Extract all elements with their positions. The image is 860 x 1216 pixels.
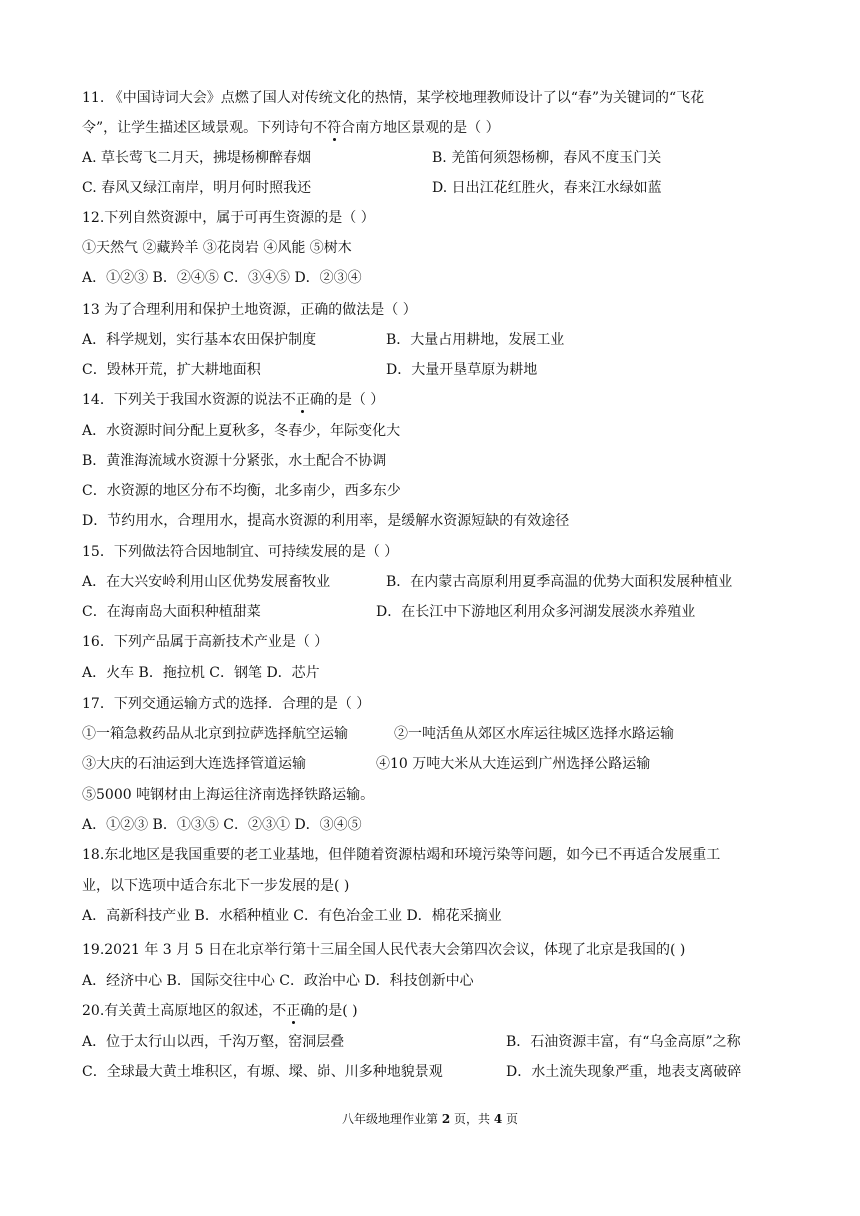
q11-stem-line1: 11. 《中国诗词大会》点燃了国人对传统文化的热情，某学校地理教师设计了以“春”为关键词的“飞花 — [82, 90, 705, 106]
q13-option-c: C．毁林开荒，扩大耕地面积 — [82, 362, 261, 378]
q17-stem: 17．下列交通运输方式的选择．合理的是（ ） — [82, 696, 371, 712]
q13-option-a: A．科学规划，实行基本农田保护制度 — [82, 332, 317, 348]
q12-items: ①天然气 ②藏羚羊 ③花岗岩 ④风能 ⑤树木 — [82, 240, 352, 256]
q17-item-5: ⑤5000 吨钢材由上海运往济南选择铁路运输。 — [82, 787, 375, 803]
q19-stem: 19.2021 年 3 月 5 日在北京举行第十三届全国人民代表大会第四次会议，体现了北京是我国的( ) — [82, 942, 686, 958]
q20-option-d: D．水土流失现象严重，地表支离破碎 — [506, 1064, 742, 1080]
emphasis-dots: 不正确 — [281, 392, 324, 408]
q11-option-a: A. 草长莺飞二月天，拂堤杨柳醉春烟 — [82, 150, 312, 166]
q20-option-c: C．全球最大黄土堆积区，有塬、墚、峁、川多种地貌景观 — [82, 1064, 443, 1080]
q12-options: A．①②③ B．②④⑤ C．③④⑤ D．②③④ — [82, 270, 362, 286]
q18-stem-line2: 业，以下选项中适合东北下一步发展的是( ) — [82, 878, 350, 894]
q15-option-a: A．在大兴安岭利用山区优势发展畜牧业 — [82, 574, 331, 590]
page-number: 2 — [441, 1112, 451, 1126]
q11-option-c: C. 春风又绿江南岸，明月何时照我还 — [82, 180, 312, 196]
q18-options: A．高新科技产业 B．水稻种植业 C．有色冶金工业 D．棉花采摘业 — [82, 908, 502, 924]
q11-stem-line2: 令”，让学生描述区域景观。下列诗句不符合南方地区景观的是（ ） — [82, 120, 500, 136]
q19-options: A．经济中心 B．国际交往中心 C．政治中心 D．科技创新中心 — [82, 973, 474, 989]
q11-option-d: D. 日出江花红胜火，春来江水绿如蓝 — [432, 180, 662, 196]
q14-option-c: C．水资源的地区分布不均衡，北多南少，西多东少 — [82, 483, 401, 499]
page-footer: 八年级地理作业第 2 页，共 4 页 — [341, 1112, 518, 1126]
q13-option-d: D．大量开垦草原为耕地 — [386, 362, 538, 378]
q17-item-1: ①一箱急救药品从北京到拉萨选择航空运输 — [82, 726, 348, 742]
q20-option-a: A．位于太行山以西，千沟万壑，窑洞层叠 — [82, 1034, 345, 1050]
q18-stem-line1: 18.东北地区是我国重要的老工业基地，但伴随着资源枯竭和环境污染等问题，如今已不再适合发展重工 — [82, 847, 721, 863]
q14-option-b: B．黄淮海流域水资源十分紧张，水土配合不协调 — [82, 453, 387, 469]
q13-option-b: B．大量占用耕地，发展工业 — [386, 332, 565, 348]
page-total: 4 — [493, 1112, 503, 1126]
q17-item-4: ④10 万吨大米从大连运到广州选择公路运输 — [376, 756, 651, 772]
q14-option-a: A．水资源时间分配上夏秋多，冬春少，年际变化大 — [82, 423, 401, 439]
emphasis-dots: 不正确 — [272, 1003, 315, 1019]
q11-option-b: B. 羌笛何须怨杨柳，春风不度玉门关 — [432, 150, 662, 166]
q17-options: A．①②③ B．①③⑤ C．②③① D．③④⑤ — [82, 817, 362, 833]
q15-option-c: C．在海南岛大面积种植甜菜 — [82, 604, 261, 620]
q15-option-b: B．在内蒙古高原利用夏季高温的优势大面积发展种植业 — [386, 574, 733, 590]
emphasis-dots: 不符合 — [313, 120, 356, 136]
q13-stem: 13 为了合理利用和保护土地资源，正确的做法是（ ） — [82, 302, 417, 318]
q20-option-b: B．石油资源丰富，有“乌金高原”之称 — [506, 1034, 741, 1050]
q15-stem: 15．下列做法符合因地制宜、可持续发展的是（ ） — [82, 544, 399, 560]
q14-option-d: D．节约用水，合理用水，提高水资源的利用率，是缓解水资源短缺的有效途径 — [82, 513, 570, 529]
q15-option-d: D．在长江中下游地区利用众多河湖发展淡水养殖业 — [376, 604, 696, 620]
q17-item-2: ②一吨活鱼从郊区水库运往城区选择水路运输 — [394, 726, 674, 742]
q20-stem: 20.有关黄土高原地区的叙述，不正确的是( ) — [82, 1003, 358, 1019]
q17-item-3: ③大庆的石油运到大连选择管道运输 — [82, 756, 306, 772]
q16-options: A．火车 B．拖拉机 C．钢笔 D．芯片 — [82, 665, 320, 681]
q14-stem: 14．下列关于我国水资源的说法不正确的是（ ） — [82, 392, 385, 408]
q12-stem: 12.下列自然资源中，属于可再生资源的是（ ） — [82, 210, 375, 226]
q16-stem: 16．下列产品属于高新技术产业是（ ） — [82, 634, 329, 650]
